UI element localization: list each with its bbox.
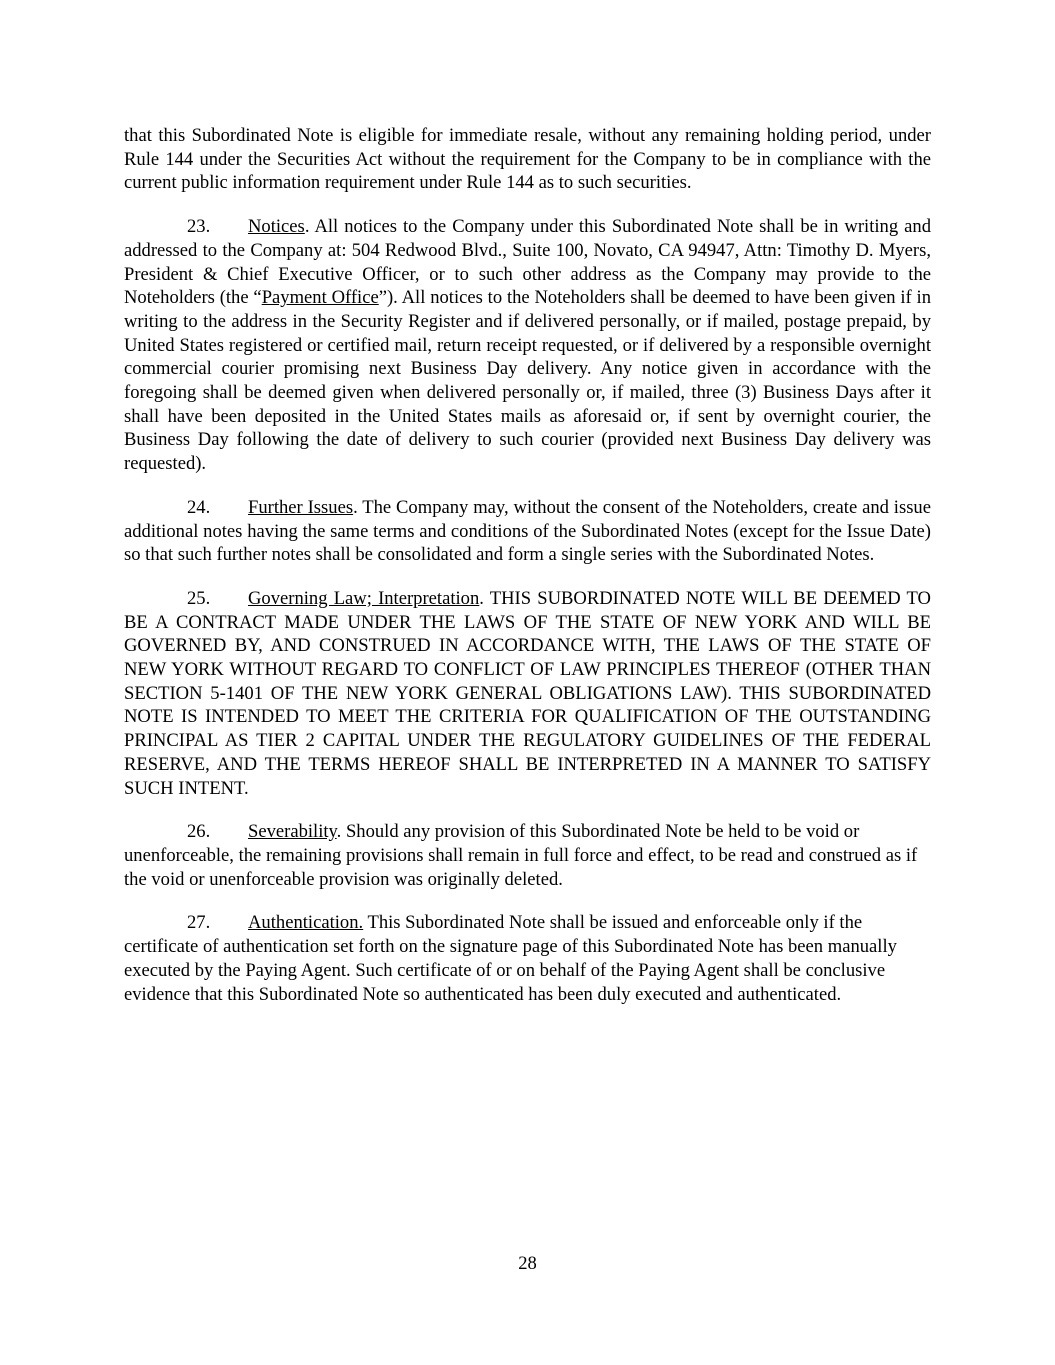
page-number: 28 bbox=[518, 1253, 537, 1274]
section-number: 24. bbox=[187, 496, 211, 518]
section-number: 26. bbox=[187, 821, 211, 843]
section-heading: Governing Law; Interpretation bbox=[248, 587, 480, 609]
paragraph-22-continuation bbox=[124, 124, 931, 195]
section-heading: Authentication. bbox=[248, 912, 364, 934]
section-number: 25. bbox=[187, 587, 211, 609]
paragraph-text: This Subordinated Note shall be issued and enforceable only if the certificate of authentication set forth on the signature page of this Subordinated Note has been manually executed by the Paying Agent. Such certificate of or on behalf of the Paying Agent shall be conclusive evidence that this Subordinated Note so authenticated has been duly executed and authenticated. bbox=[124, 912, 897, 1005]
section-heading: Further Issues bbox=[248, 496, 354, 518]
section-number: 23. bbox=[187, 216, 211, 238]
document-body bbox=[124, 124, 931, 1026]
paragraph-text: ”). All notices to the Noteholders shall be deemed to have been given if in writing to the address in the Security Register and if delivered personally, or if mailed, postage prepaid, by United States registered or certified mail, return receipt requested, or if delivered by a responsible overnight commercial courier promising next Business Day delivery. Any notice given in accordance with the foregoing shall be deemed given when delivered personally or, if mailed, three (3) Business Days after it shall have been deposited in the United States mails as aforesaid or, if sent by overnight courier, the Business Day following the date of delivery to such courier (provided next Business Day delivery was requested). bbox=[124, 287, 932, 475]
section-heading: Severability bbox=[248, 821, 337, 843]
section-heading: Notices bbox=[248, 216, 305, 238]
paragraph-text: that this Subordinated Note is eligible for immediate resale, without any remaining holding period, under Rule 144 under the Securities Act without the requirement for the Company to be in compliance with the current public information requirement under Rule 144 as to such securities. bbox=[124, 125, 931, 194]
section-27-authentication bbox=[124, 911, 931, 1006]
paragraph-text: . Should any provision of this Subordinated Note be held to be void or unenforceable, the remaining provisions shall remain in full force and effect, to be read and construed as if the void or unenforceable provision was originally deleted. bbox=[124, 821, 918, 890]
section-25-governing-law bbox=[124, 587, 931, 800]
defined-term: Payment Office bbox=[261, 287, 379, 309]
paragraph-text: . The Company may, without the consent of the Noteholders, create and issue additional notes having the same terms and conditions of the Subordinated Notes (except for the Issue Date) so that such further notes shall be consolidated and form a single series with the Subordinated Notes. bbox=[124, 496, 931, 566]
paragraph-text: . THIS SUBORDINATED NOTE WILL BE DEEMED TO BE A CONTRACT MADE UNDER THE LAWS OF THE STATE OF NEW YORK AND WILL BE GOVERNED BY, AND CONSTRUED IN ACCORDANCE WITH, THE LAWS OF THE STATE OF NEW YORK WITHOUT REGARD TO CONFLICT OF LAW PRINCIPLES THEREOF (OTHER THAN SECTION 5-1401 OF THE NEW YORK GENERAL OBLIGATIONS LAW). THIS SUBORDINATED NOTE IS INTENDED TO MEET THE CRITERIA FOR QUALIFICATION OF THE OUTSTANDING PRINCIPAL AS TIER 2 CAPITAL UNDER THE REGULATORY GUIDELINES OF THE FEDERAL RESERVE, AND THE TERMS HEREOF SHALL BE INTERPRETED IN A MANNER TO SATISFY SUCH INTENT. bbox=[124, 587, 931, 799]
section-26-severability bbox=[124, 820, 931, 891]
paragraph-text: . All notices to the Company under this Subordinated Note shall be in writing and addressed to the Company at: 504 Redwood Blvd., Suite 100, Novato, CA 94947, Attn: Timothy D. Myers, President & Chief Executive Officer, or to such other address as the Company may provide to the Noteholders (the “ bbox=[124, 216, 931, 309]
section-23-notices bbox=[124, 215, 931, 476]
section-number: 27. bbox=[187, 912, 211, 934]
section-24-further-issues bbox=[124, 496, 931, 567]
